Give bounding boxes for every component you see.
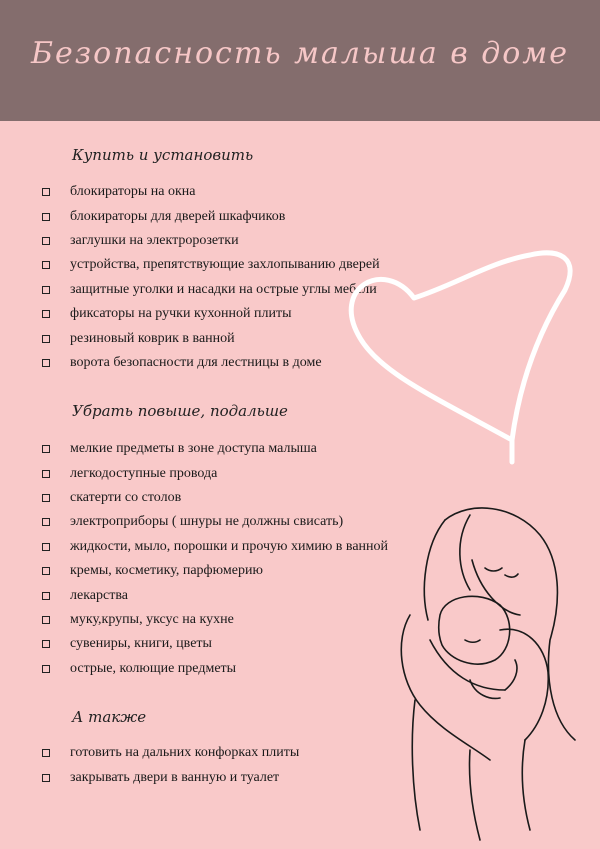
list-item: блокираторы на окна	[42, 180, 380, 204]
list-item: защитные уголки и насадки на острые углы мебели	[42, 278, 380, 302]
checkbox-icon[interactable]	[42, 286, 50, 294]
checkbox-icon[interactable]	[42, 774, 50, 782]
checkbox-icon[interactable]	[42, 445, 50, 453]
checkbox-icon[interactable]	[42, 665, 50, 673]
checkbox-icon[interactable]	[42, 310, 50, 318]
list-item: электроприборы ( шнуры не должны свисать)	[42, 510, 388, 534]
section-heading-buy: Купить и установить	[72, 146, 254, 164]
checkbox-icon[interactable]	[42, 749, 50, 757]
checklist-buy	[42, 180, 380, 375]
list-item: скатерти со столов	[42, 486, 388, 510]
checkbox-icon[interactable]	[42, 616, 50, 624]
list-item: готовить на дальних конфорках плиты	[42, 741, 299, 765]
list-item: устройства, препятствующие захлопыванию дверей	[42, 253, 380, 277]
list-item: закрывать двери в ванную и туалет	[42, 765, 299, 789]
checkbox-icon[interactable]	[42, 213, 50, 221]
checkbox-icon[interactable]	[42, 640, 50, 648]
checklist-remove	[42, 437, 388, 681]
section-heading-also: А также	[72, 708, 147, 726]
list-item: ворота безопасности для лестницы в доме	[42, 351, 380, 375]
list-item: легкодоступные провода	[42, 461, 388, 485]
list-item: острые, колющие предметы	[42, 657, 388, 681]
checkbox-icon[interactable]	[42, 237, 50, 245]
checkbox-icon[interactable]	[42, 567, 50, 575]
checkbox-icon[interactable]	[42, 470, 50, 478]
list-item: резиновый коврик в ванной	[42, 326, 380, 350]
list-item: лекарства	[42, 583, 388, 607]
checkbox-icon[interactable]	[42, 188, 50, 196]
checklist-also	[42, 741, 299, 790]
checkbox-icon[interactable]	[42, 494, 50, 502]
list-item: фиксаторы на ручки кухонной плиты	[42, 302, 380, 326]
checkbox-icon[interactable]	[42, 359, 50, 367]
checkbox-icon[interactable]	[42, 543, 50, 551]
checkbox-icon[interactable]	[42, 261, 50, 269]
section-heading-remove: Убрать повыше, подальше	[72, 402, 288, 420]
checkbox-icon[interactable]	[42, 335, 50, 343]
page-title: Безопасность малыша в доме	[30, 36, 569, 71]
list-item: сувениры, книги, цветы	[42, 632, 388, 656]
checkbox-icon[interactable]	[42, 518, 50, 526]
checkbox-icon[interactable]	[42, 592, 50, 600]
list-item: заглушки на электророзетки	[42, 229, 380, 253]
list-item: кремы, косметику, парфюмерию	[42, 559, 388, 583]
header-banner	[0, 0, 600, 121]
list-item: блокираторы для дверей шкафчиков	[42, 204, 380, 228]
list-item: муку,крупы, уксус на кухне	[42, 608, 388, 632]
list-item: мелкие предметы в зоне доступа малыша	[42, 437, 388, 461]
list-item: жидкости, мыло, порошки и прочую химию в ванной	[42, 535, 388, 559]
